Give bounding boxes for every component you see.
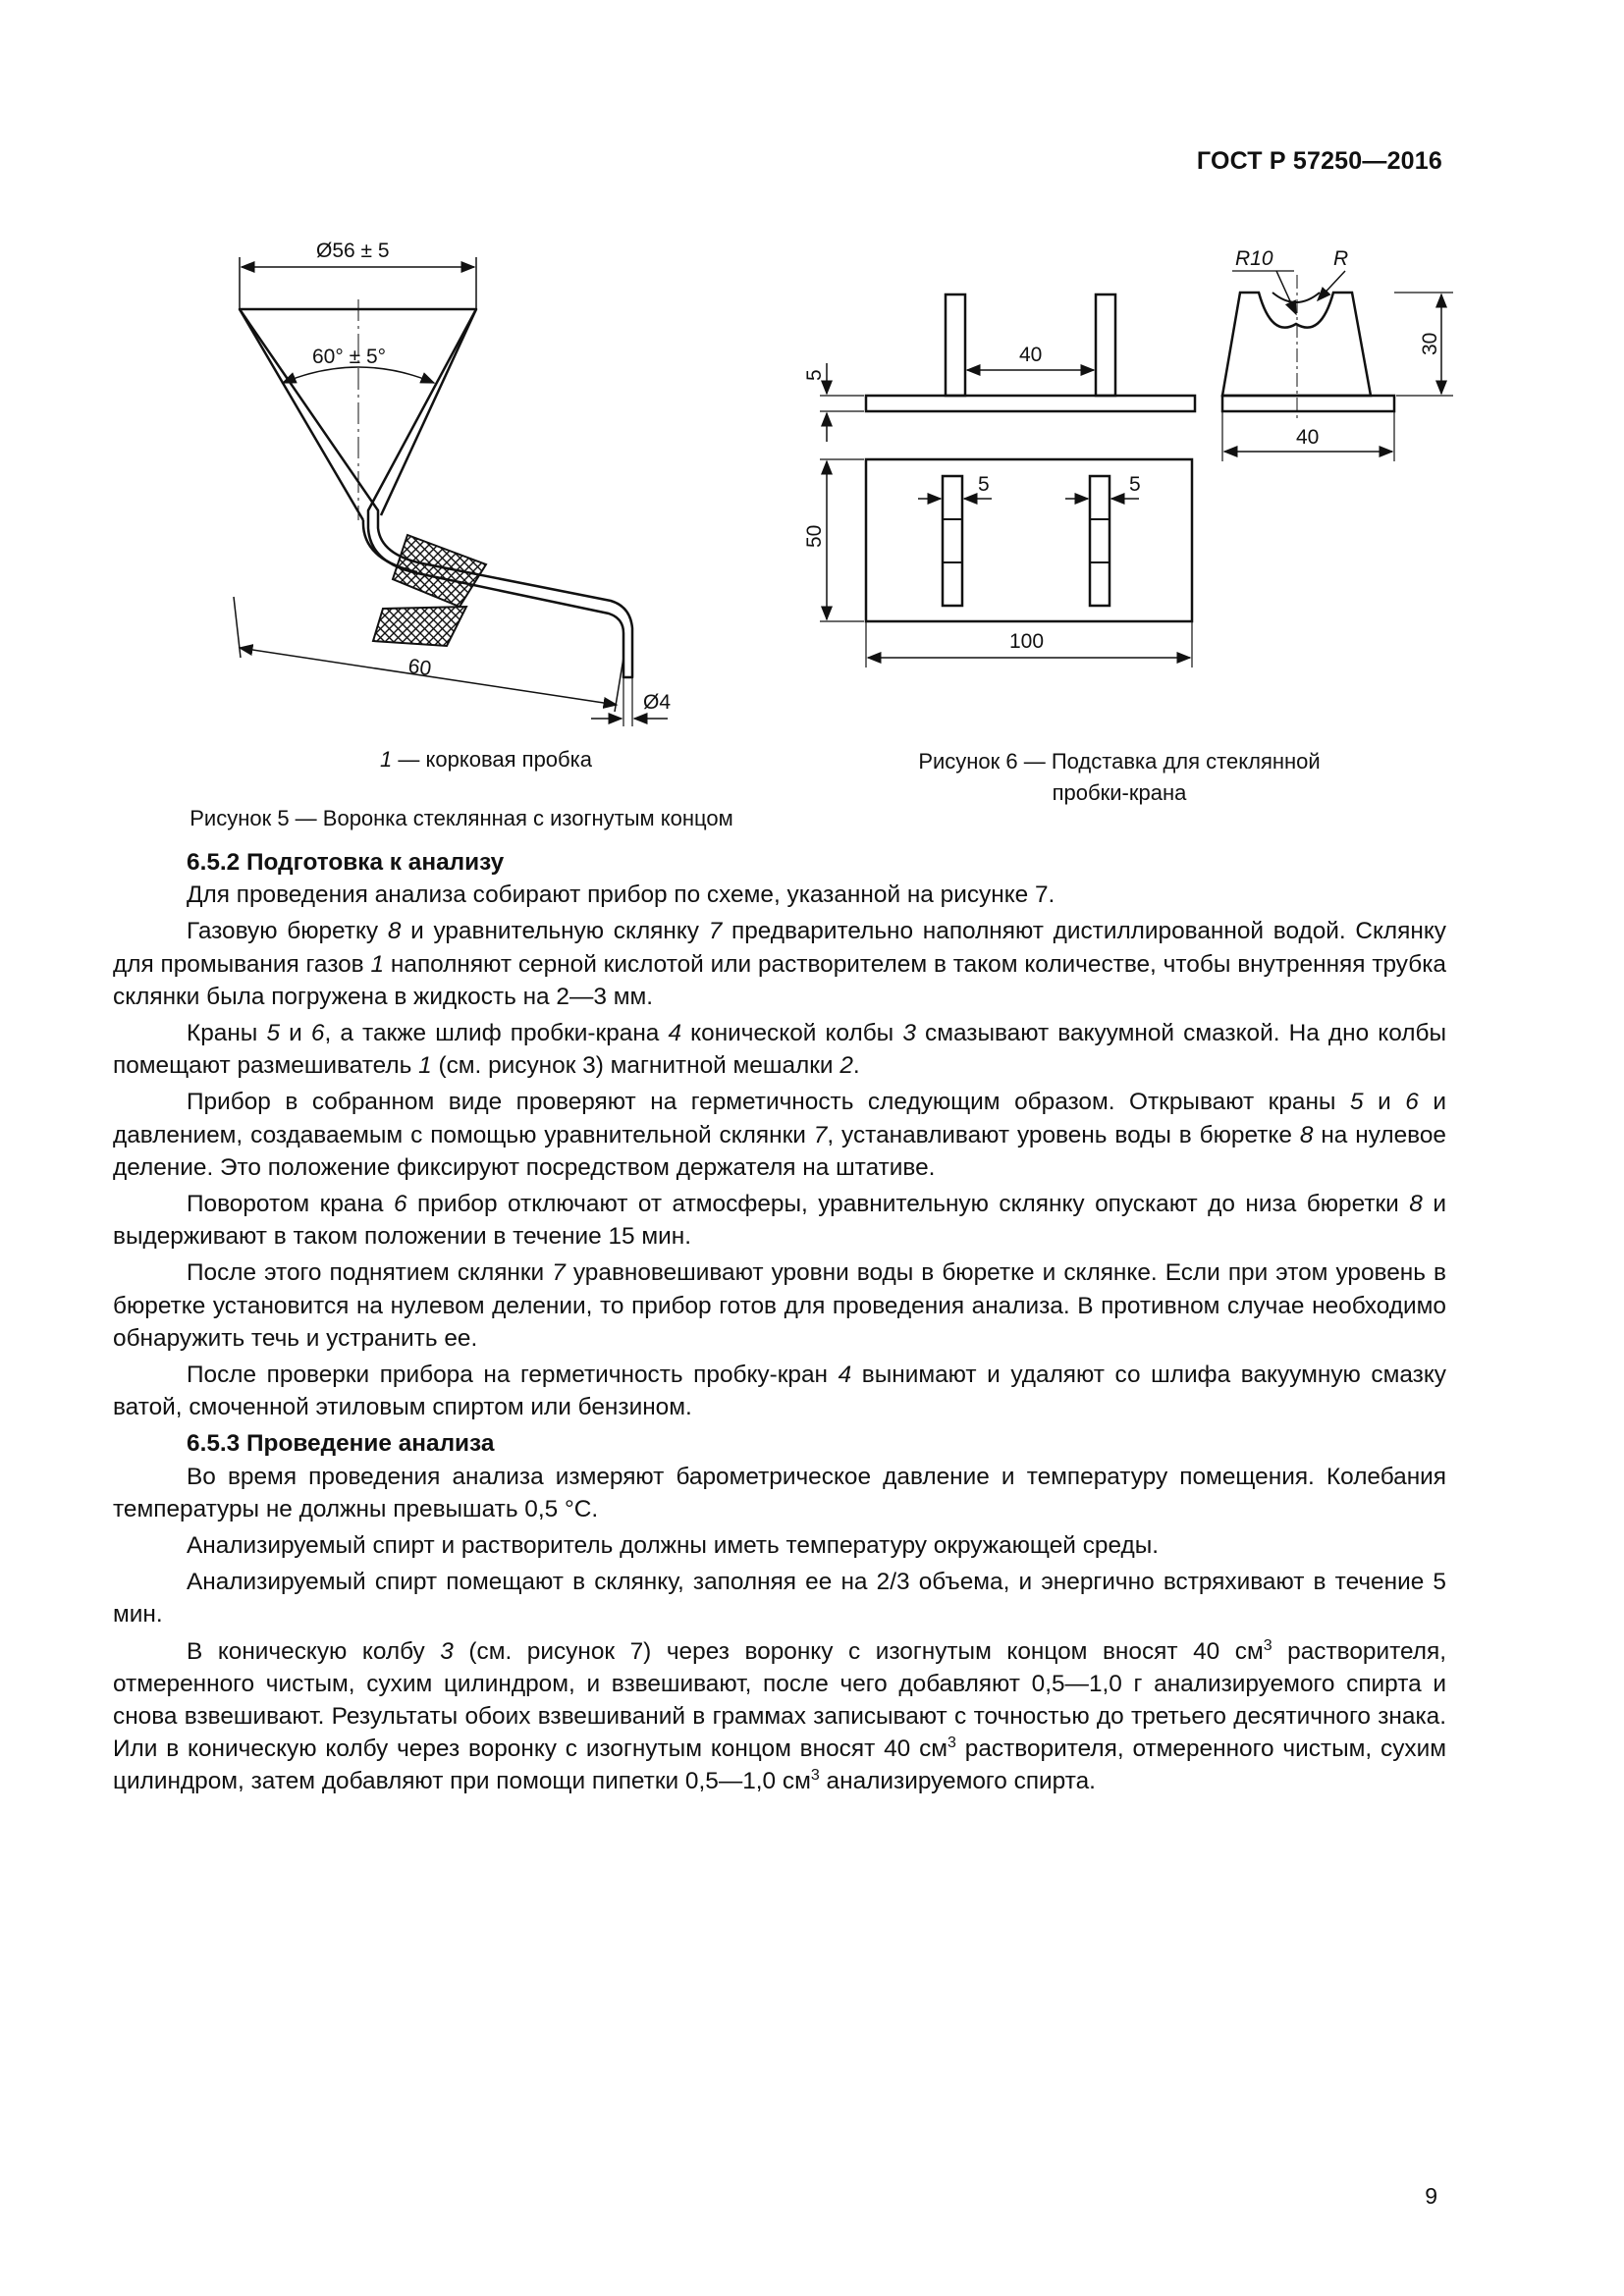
dim-slot-width-1: 5 [978,473,990,496]
paragraph: Во время проведения анализа измеряют барометрическое давление и температуру помещения. Колебания температуры не должны превышать 0,5 °С. [113,1463,1446,1522]
dim-end-width: 40 [1296,426,1320,449]
dim-side-height: 5 [803,369,826,381]
dim-angle: 60° ± 5° [312,346,387,368]
paragraph: Краны 5 и 6, а также шлиф пробки-крана 4 конической колбы 3 смазывают вакуумной смазкой. На дно колбы помещают размешиватель 1 (см. рисунок 3) магнитной мешалки 2. [113,1020,1446,1080]
figure-6-caption [874,746,1365,809]
paragraph: Газовую бюретку 8 и уравнительную склянку 7 предварительно наполняют дистиллированной водой. Склянку для промывания газов 1 наполняют серной кислотой или растворителем в таком количестве, чтобы внутренняя трубка склянки была погружена в жидкость на 2—3 мм. [113,918,1446,1010]
paragraph: Прибор в собранном виде проверяют на герметичность следующим образом. Открывают краны 5 и 6 и давлением, создаваемым с помощью уравнительной склянки 7, устанавливают уровень воды в бюретке 8 на нулевое деление. Это положение фиксируют посредством держателя на штативе. [113,1089,1446,1181]
legend-text: — корковая пробка [398,747,592,772]
figure-6-stand-drawing [785,236,1473,667]
dim-width: 50 [803,524,826,548]
page-number: 9 [1425,2183,1437,2209]
paragraph: Поворотом крана 6 прибор отключают от атмосферы, уравнительную склянку опускают до низа бюретки 8 и выдерживают в таком положении в течение 15 мин. [113,1191,1446,1251]
body-text [113,846,1446,1802]
figure-6-caption-line1: Рисунок 6 — Подставка для стеклянной [918,749,1321,774]
paragraph: Для проведения анализа собирают прибор по схеме, указанной на рисунке 7. [187,881,1056,909]
document-id: ГОСТ Р 57250—2016 [1196,147,1442,175]
figure-6-caption-line2: пробки-крана [1052,780,1187,805]
figure-5-legend [295,744,677,775]
paragraph: В коническую колбу 3 (см. рисунок 7) через воронку с изогнутым концом вносят 40 $см^3$ растворителя, отмеренного чистым, сухим цилиндром, и взвешивают, после чего добавляют 0,5—1,0 г анализируемого спирта и снова взвешивают. Результаты обоих взвешиваний в граммах записывают с точностью до третьего десятичного знака. Или в коническую колбу через воронку с изогнутым концом вносят 40 $см^3$ растворителя, отмеренного чистым, сухим цилиндром, затем добавляют при помощи пипетки 0,5—1,0 $см^3$ анализируемого спирта. [113,1636,1446,1795]
section-heading-6-5-2: 6.5.2 Подготовка к анализу [187,849,505,876]
label-radius-small: R [1333,247,1349,270]
paragraph: После этого поднятием склянки 7 уравновешивают уровни воды в бюретке и склянке. Если при этом уровень в бюретке установится на нулевом делении, то прибор готов для проведения анализа. В противном случае необходимо обнаружить течь и устранить ее. [113,1259,1446,1352]
paragraph: После проверки прибора на герметичность пробку-кран 4 вынимают и удаляют со шлифа вакуумную смазку ватой, смоченной этиловым спиртом или бензином. [113,1362,1446,1421]
paragraph: Анализируемый спирт и растворитель должны иметь температуру окружающей среды. [187,1532,1160,1560]
paragraph: Анализируемый спирт помещают в склянку, заполняя ее на 2/3 объема, и энергично встряхивают в течение 5 мин. [113,1569,1446,1629]
dim-end-height: 30 [1419,332,1441,355]
dim-slot-width-2: 5 [1129,473,1141,496]
label-radius: R10 [1235,247,1273,270]
dim-spacing: 40 [1019,344,1043,366]
figure-5-funnel-drawing [226,236,697,736]
dim-diameter-top: Ø56 ± 5 [316,240,390,262]
legend-number: 1 [380,747,393,772]
figure-5-caption: Рисунок 5 — Воронка стеклянная с изогнутым концом [189,806,733,830]
section-heading-6-5-3: 6.5.3 Проведение анализа [187,1430,495,1458]
dim-length-100: 100 [1009,630,1045,653]
dim-length: 60 [406,655,433,681]
dim-diameter-tip: Ø4 [643,691,672,714]
